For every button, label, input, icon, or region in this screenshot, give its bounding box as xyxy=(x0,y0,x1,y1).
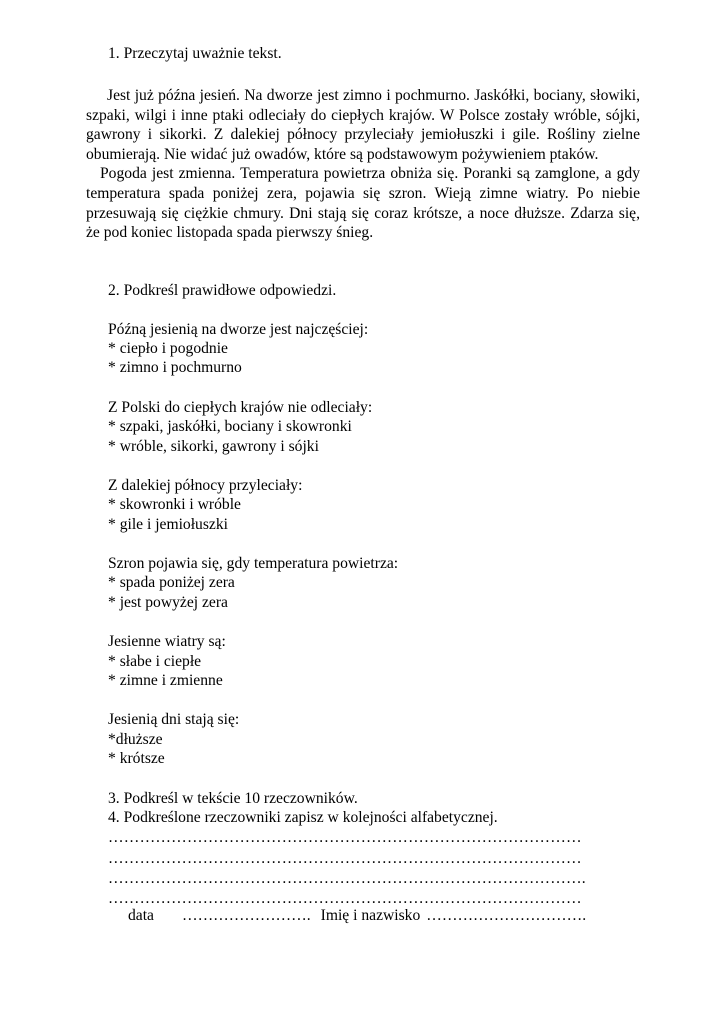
name-label: Imię i nazwisko xyxy=(320,907,421,924)
task4-heading: 4. Podkreślone rzeczowniki zapisz w kolejności alfabetycznej. xyxy=(108,809,498,826)
answer-option-3a[interactable]: * skowronki i wróble xyxy=(108,496,241,513)
answer-option-5a[interactable]: * słabe i ciepłe xyxy=(108,653,202,670)
answer-option-2a[interactable]: * szpaki, jaskółki, bociany i skowronki xyxy=(108,418,352,435)
answer-option-6a[interactable]: *dłuższe xyxy=(108,731,163,748)
question-5: Jesienne wiatry są: xyxy=(108,633,226,650)
reading-paragraph-2: Pogoda jest zmienna. Temperatura powietrza obniża się. Poranki są zamglone, a gdy temperatura spada poniżej zera, pojawia się szron. Wieją zimne wiatry. Po niebie przesuwają się ciężkie chmury. Dni stają się coraz krótsze, a noce dłuższe. Zdarza się, że pod koniec listopada spada pierwszy śnieg. xyxy=(86,165,640,242)
task1-heading: 1. Przeczytaj uważnie tekst. xyxy=(108,45,282,62)
answer-option-2b[interactable]: * wróble, sikorki, gawrony i sójki xyxy=(108,438,319,455)
answer-option-1a[interactable]: * ciepło i pogodnie xyxy=(108,340,228,357)
answer-line-2[interactable]: ……………………………………………………………………………… xyxy=(108,850,582,867)
task3-heading: 3. Podkreśl w tekście 10 rzeczowników. xyxy=(108,790,358,807)
question-4: Szron pojawia się, gdy temperatura powietrza: xyxy=(108,555,399,572)
reading-text xyxy=(86,86,640,243)
answer-line-1[interactable]: ……………………………………………………………………………… xyxy=(108,829,582,846)
answer-option-3b[interactable]: * gile i jemiołuszki xyxy=(108,516,228,533)
answer-option-4b[interactable]: * jest powyżej zera xyxy=(108,594,228,611)
signature-row xyxy=(128,906,586,926)
date-field[interactable]: ……………………. xyxy=(181,907,311,924)
answer-option-1b[interactable]: * zimno i pochmurno xyxy=(108,359,242,376)
name-field[interactable]: …………………………. xyxy=(426,907,587,924)
answer-line-3[interactable]: ………………………………………………………………………………. xyxy=(108,870,586,887)
reading-paragraph-1: Jest już późna jesień. Na dworze jest zimno i pochmurno. Jaskółki, bociany, słowiki, szpaki, wilgi i inne ptaki odleciały do ciepłych krajów. W Polsce zostały wróble, sójki, gawrony i sikorki. Z dalekiej północy przyleciały jemiołuszki i gile. Rośliny zielne obumierają. Nie widać już owadów, które są podstawowym pożywieniem ptaków. xyxy=(86,87,640,163)
answer-option-4a[interactable]: * spada poniżej zera xyxy=(108,574,235,591)
answer-option-5b[interactable]: * zimne i zmienne xyxy=(108,672,223,689)
question-3: Z dalekiej północy przyleciały: xyxy=(108,477,303,494)
date-label: data xyxy=(128,907,154,924)
question-1: Późną jesienią na dworze jest najczęściej: xyxy=(108,321,369,338)
task2-heading: 2. Podkreśl prawidłowe odpowiedzi. xyxy=(108,282,337,299)
question-6: Jesienią dni stają się: xyxy=(108,711,240,728)
answer-option-6b[interactable]: * krótsze xyxy=(108,750,165,767)
answer-line-4[interactable]: ……………………………………………………………………………… xyxy=(108,890,582,907)
question-2: Z Polski do ciepłych krajów nie odleciały: xyxy=(108,399,373,416)
